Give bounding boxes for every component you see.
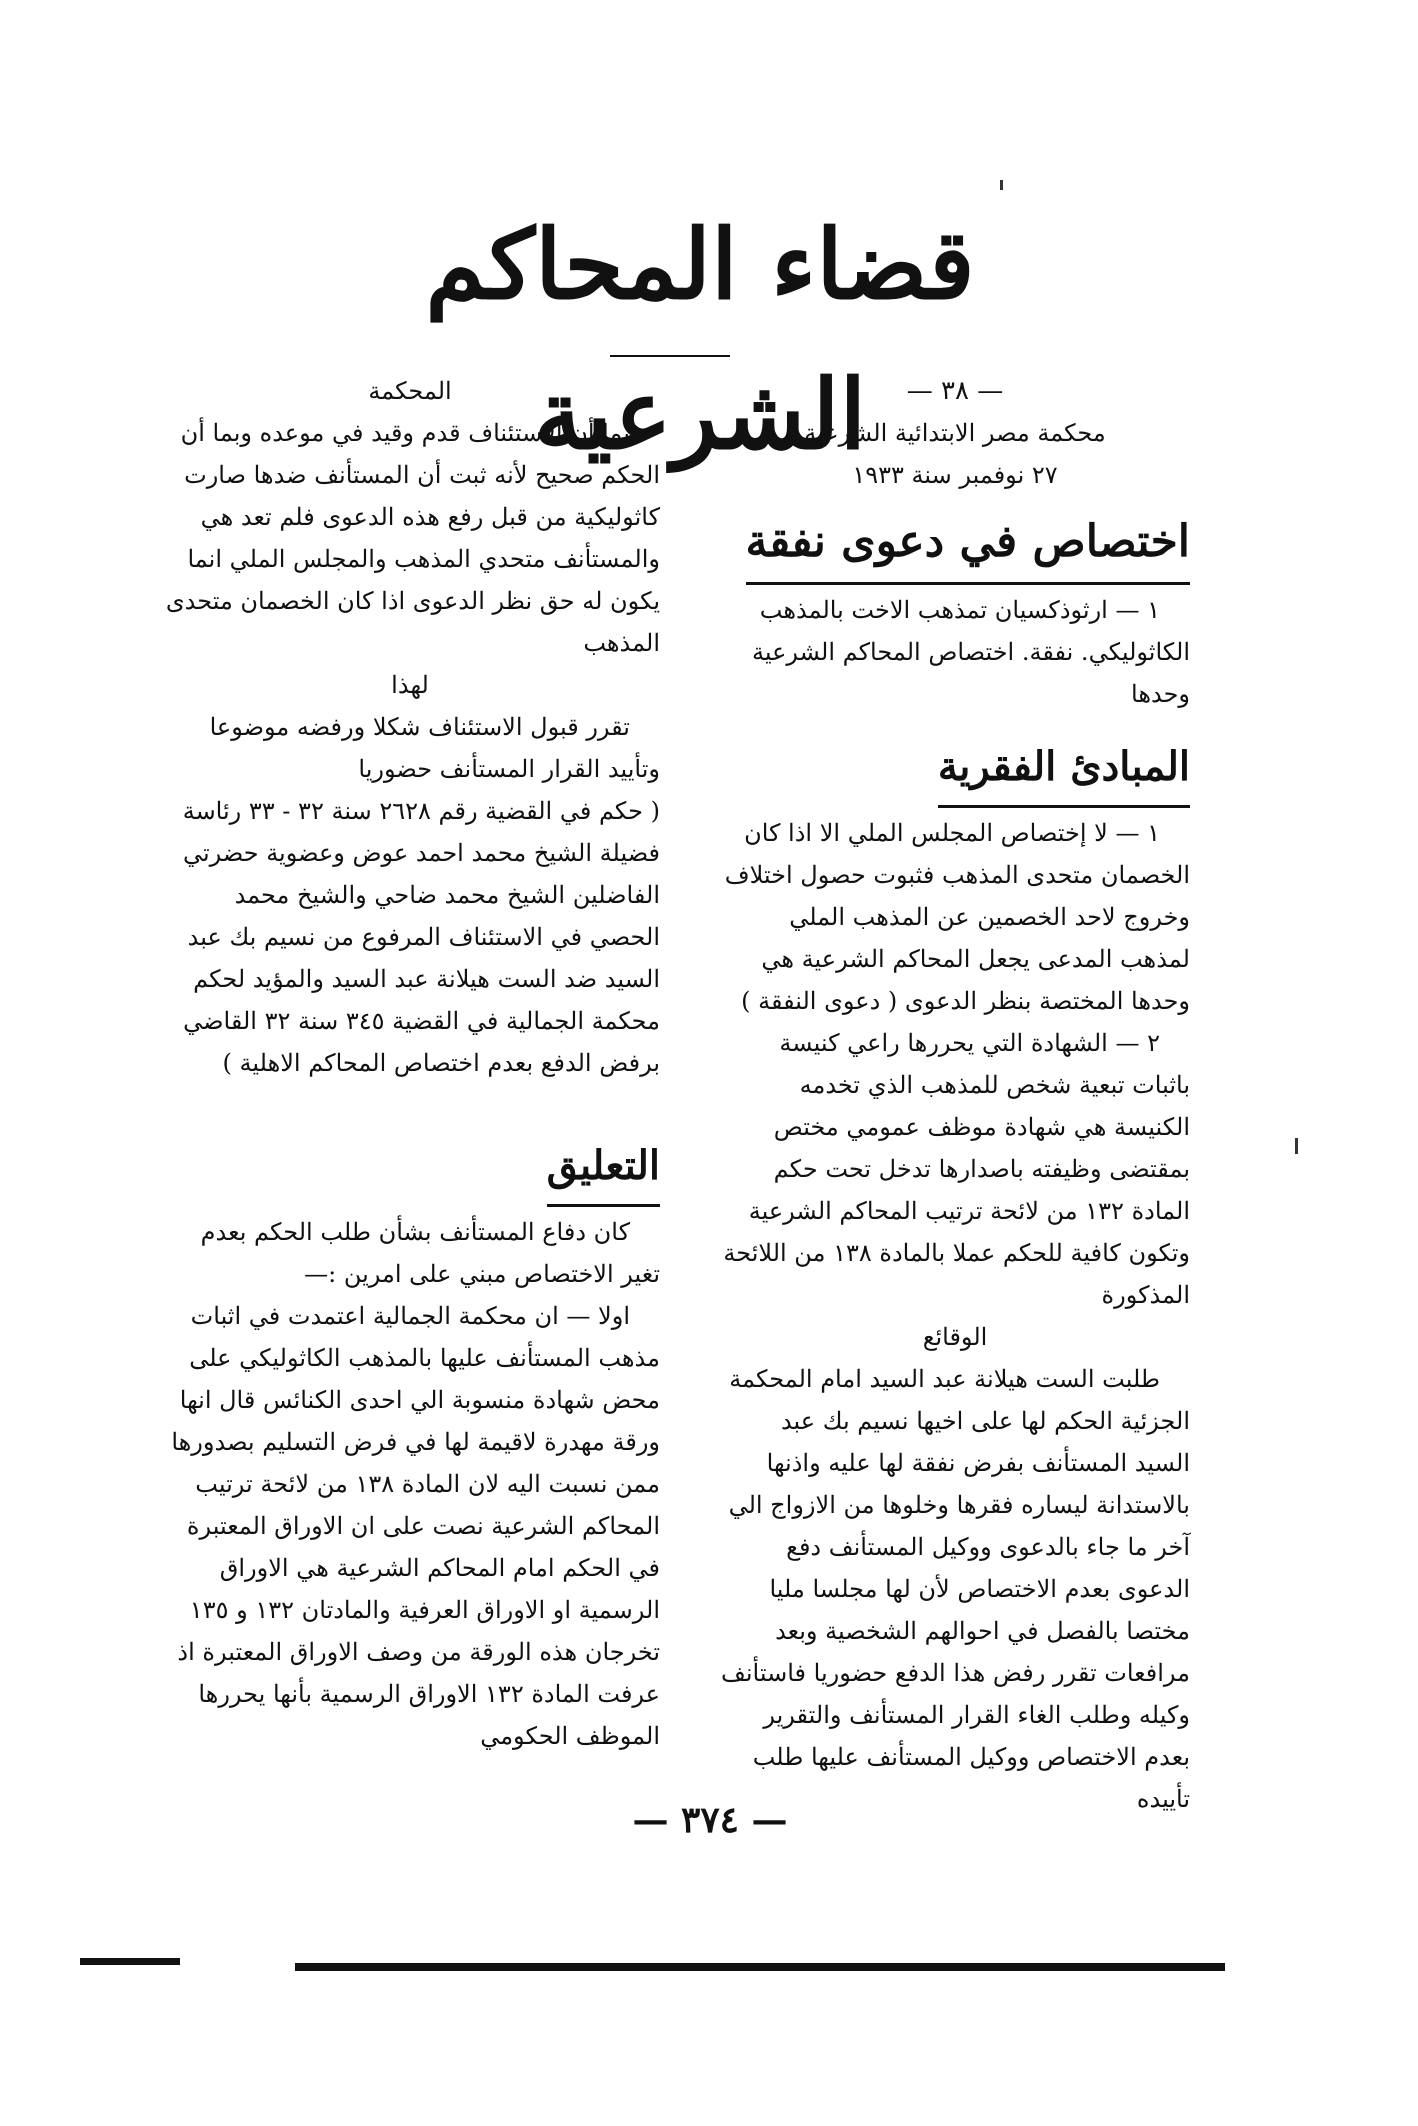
case-number: — ٣٨ — [906,376,1004,406]
case-heading: اختصاص في دعوى نفقة [746,502,1191,585]
court-decision: تقرر قبول الاستئناف شكلا ورفضه موضوعا وتأييد القرار المستأنف حضوريا [209,713,660,783]
commentary-heading-wrap [160,1114,660,1211]
court-section-heading: المحكمة [368,377,452,405]
spacer [160,1084,660,1114]
principle-2: ٢ — الشهادة التي يحررها راعي كنيسة باثبات تبعية شخص للمذهب الذي تخدمه الكنيسة هي شهادة موظف عمومي مختص بمقتضى وظيفته باصدارها تدخل تحت حكم المادة ١٣٢ من لائحة ترتيب المحاكم الشرعية وتكون كافية للحكم عملا بالمادة ١٣٨ من اللائحة المذكورة [723,1029,1190,1309]
page-number: — ٣٧٤ — [632,1799,788,1841]
court-name: محكمة مصر الابتدائية الشرعية [804,419,1106,447]
commentary-heading: التعليق [547,1128,660,1207]
principles-heading-wrap [720,715,1190,812]
scan-mark [1295,1138,1298,1154]
commentary-first-point: اولا — ان محكمة الجمالية اعتمدت في اثبات مذهب المستأنف عليها بالمذهب الكاثوليكي على محض شهادة منسوبة الي احدى الكنائس قال انها ورقة مهدرة لاقيمة لها في فرض التسليم بصدورها ممن نسبت اليه لان المادة ١٣٨ من لائحة ترتيب المحاكم الشرعية نصت على ان الاوراق المعتبرة في الحكم امام المحاكم الشرعية هي الاوراق الرسمية او الاوراق العرفية والمادتان ١٣٢ و ١٣٥ تخرجان هذه الورقة من وصف الاوراق المعتبرة اذ عرفت المادة ١٣٢ الاوراق الرسمية بأنها يحررها الموظف الحكومي [171,1302,660,1750]
scan-mark [1000,180,1003,190]
ruling-date: ٢٧ نوفمبر سنة ١٩٣٣ [852,461,1058,489]
ruling-note: ( حكم في القضية رقم ٢٦٢٨ سنة ٣٢ - ٣٣ رئاسة فضيلة الشيخ محمد احمد عوض وعضوية حضرتي الفاضلين الشيخ محمد ضاحي والشيخ محمد الحصي في الاستئناف المرفوع من نسيم بك عبد السيد ضد الست هيلانة عبد السيد والمؤيد لحكم محكمة الجمالية في القضية ٣٤٥ سنة ٣٢ القاضي برفض الدفع بعدم اختصاص المحاكم الاهلية ) [182,797,660,1077]
principles-heading: المبادئ الفقرية [938,729,1190,808]
case-summary: ١ — ارثوذكسيان تمذهب الاخت بالمذهب الكاثوليكي. نفقة. اختصاص المحاكم الشرعية وحدها [751,596,1190,708]
case-heading-wrap [720,496,1190,589]
masthead-rule [610,355,730,357]
left-column [160,370,660,1757]
facts-text: طلبت الست هيلانة عبد السيد امام المحكمة الجزئية الحكم لها على اخيها نسيم بك عبد السيد المستأنف بفرض نفقة لها عليه واذنها بالاستدانة ليساره فقرها وخلوها من الازواج الي آخر ما جاء بالدعوى ووكيل المستأنف دفع الدعوى بعدم الاختصاص لأن لها مجلسا مليا مختصا بالفصل في احوالهم الشخصية وبعد مرافعات تقرر رفض هذا الدفع حضوريا فاستأنف وكيله وطلب الغاء القرار المستأنف والتقرير بعدم الاختصاص ووكيل المستأنف عليها طلب تأييده [721,1365,1190,1813]
bottom-rule-left [80,1958,180,1965]
masthead-title: قضاء المحاكم الشرعية [425,208,975,471]
therefore-label: لهذا [391,671,429,699]
principle-1: ١ — لا إختصاص المجلس الملي الا اذا كان الخصمان متحدى المذهب فثبوت حصول اختلاف وخروج لاحد الخصمين عن المذهب الملي لمذهب المدعى يجعل المحاكم الشرعية هي وحدها المختصة بنظر الدعوى ( دعوى النفقة ) [724,819,1190,1015]
bottom-rule [295,1963,1225,1971]
court-reasoning: بما أن الاستئناف قدم وقيد في موعده وبما أن الحكم صحيح لأنه ثبت أن المستأنف ضدها صارت كاثوليكية من قبل رفع هذه الدعوى فلم تعد هي والمستأنف متحدي المذهب والمجلس الملي انما يكون له حق نظر الدعوى اذا كان الخصمان متحدى المذهب [165,419,660,657]
facts-heading: الوقائع [922,1323,988,1351]
commentary-intro: كان دفاع المستأنف بشأن طلب الحكم بعدم تغير الاختصاص مبني على امرين :— [200,1218,660,1288]
right-column [720,370,1190,1820]
